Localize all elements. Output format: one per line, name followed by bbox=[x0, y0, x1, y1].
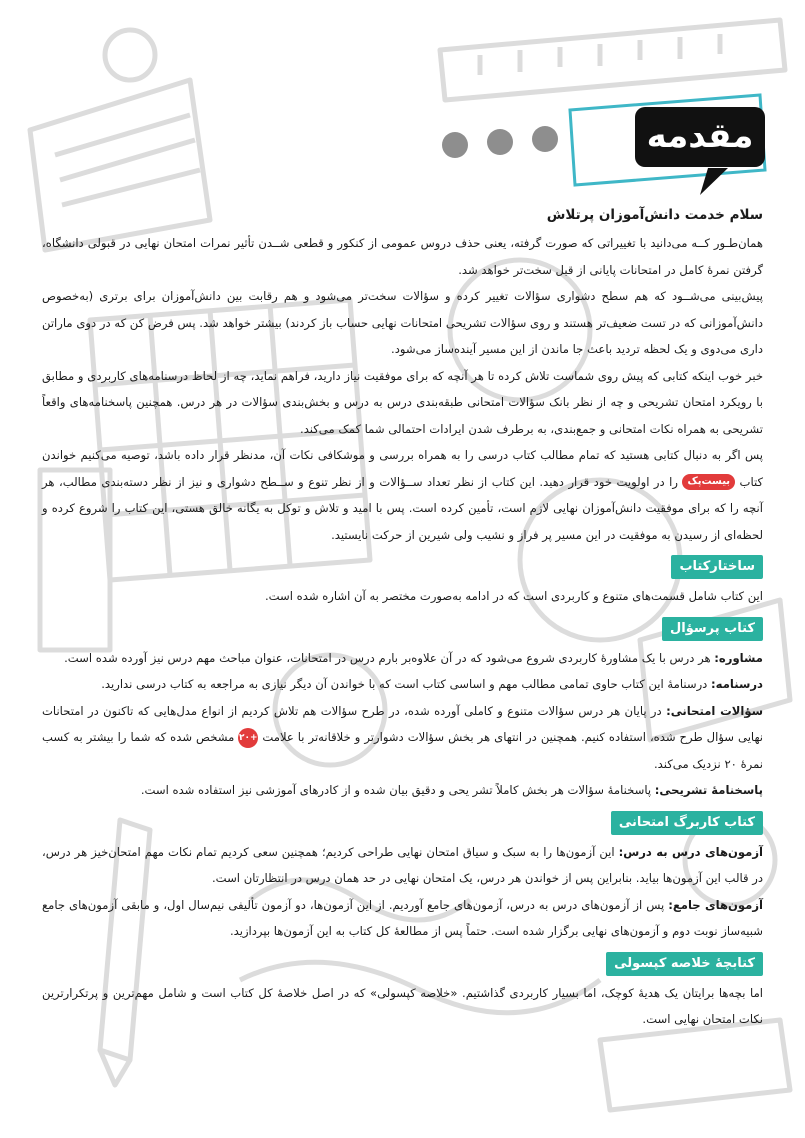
section-title-workbook: کتاب کاربرگ امتحانی bbox=[611, 811, 763, 835]
book-item-exam-questions bbox=[42, 698, 763, 778]
capsule-text: اما بچه‌ها برایتان یک هدیۀ کوچک، اما بسیار کاربردی گذاشتیم. «خلاصه کپسولی» که در اصل خلاصۀ کل کتاب است و شامل مهم‌ترین و پرتکرارترین نکات امتحان نهایی است. bbox=[42, 985, 763, 1026]
term-text: هر درس با یک مشاورۀ کاربردی شروع می‌شود که در آن علاوه‌بر بارم درس در امتحانات، عنوان مباحث مهم درس نیز آورده شده است. bbox=[64, 650, 711, 665]
intro-4-part-2: را در اولویت خود قرار دهید. این کتاب از نظر تعداد ســؤالات و از نظر تنوع و ســطح دشواری و نیز از نظر دسته‌بندی مطالب، هر آنچه را که برای موفقیت دانش‌آموزان نهایی لازم است، تأمین کرده است. پس با امید و تلاش و توکل به یگانه خالق هستی، این کتاب را شروع کرده و لحظه‌ای از رسیدن به موفقیت در این مسیر پر فراز و نشیب ولی شیرین از حرکت نایستید. bbox=[42, 474, 763, 542]
term-text: درسنامۀ این کتاب حاوی تمامی مطالب مهم و اساسی کتاب است که با خواندن آن دیگر نیازی به مراجعه به کتاب درسی ندارید. bbox=[101, 677, 708, 691]
term-text: این آزمون‌ها را به سبک و سیاق امتحان نهایی طراحی کردیم؛ همچنین سعی کردیم تمام نکات مهم امتحان‌خیز هر درس، در قالب این آزمون‌ها بیاید. بنابراین پس از خواندن هر درس، یک امتحان نهایی در حد همان درس در انتظارتان است. bbox=[42, 844, 763, 885]
intro-4-part-1: پس اگر به دنبال کتابی هستید که تمام مطالب کتاب درسی را به همراه بررسی و موشکافی نکات آن، مدنظر قرار داده باشد، توصیه می‌کنیم خواندن کتاب bbox=[42, 448, 764, 489]
page-title: مقدمه bbox=[635, 107, 765, 167]
book-item-lesson bbox=[42, 671, 763, 698]
term-label: آزمون‌های درس به درس: bbox=[618, 844, 764, 859]
book-item-answers bbox=[42, 777, 763, 804]
term-text: پاسخنامۀ سؤالات هر بخش کاملاً تشر یحی و دقیق بیان شده و از کادرهای آموزشی نیز استفاده شده است. bbox=[140, 783, 652, 797]
section-title-structure: ساختارکتاب bbox=[671, 555, 763, 579]
intro-paragraph-3: خبر خوب اینکه کتابی که پیش روی شماست تلاش کرده تا هر آنچه که برای موفقیت نیاز دارید، فراهم نماید، چه از لحاظ درسنامه‌های کاربردی و مطابق با رویکرد امتحان تشریحی و چه از نظر بانک سؤالات امتحانی طبقه‌بندی درس به درس و بخش‌بندی سؤالات در هر درس. همچنین پاسخنامه‌های واقعاً تشریحی به همراه نکات امتحانی و جمع‌بندی، به برطرف شدن ایرادات احتمالی شما کمک می‌کند. bbox=[42, 368, 763, 436]
intro-paragraph-1: همان‌طـور کــه می‌دانید با تغییراتی که صورت گرفته، یعنی حذف دروس عمومی از کنکور و قطعی شــدن تأثیر نمرات امتحان نهایی در قبولی دانشگاه، گرفتن نمرۀ کامل در امتحانات پایانی از قبل سخت‌تر خواهد شد. bbox=[42, 236, 763, 277]
intro-paragraph-4 bbox=[42, 442, 763, 548]
main-content bbox=[42, 200, 763, 1033]
term-label: سؤالات امتحانی: bbox=[666, 703, 764, 718]
structure-text: این کتاب شامل قسمت‌های متنوع و کاربردی است که در ادامه به‌صورت مختصر به آن اشاره شده است. bbox=[264, 589, 763, 603]
section-title-capsule: کتابچۀ خلاصه کپسولی bbox=[606, 952, 763, 976]
workbook-item-comprehensive-tests bbox=[42, 892, 763, 945]
term-label: مشاوره: bbox=[714, 650, 763, 665]
book-logo: بیست‌پک bbox=[682, 474, 735, 490]
section-title-book: کتاب پرسؤال bbox=[662, 617, 763, 641]
term-label: درسنامه: bbox=[711, 677, 763, 691]
term-label: پاسخنامۀ تشریحی: bbox=[654, 783, 763, 797]
term-label: آزمون‌های جامع: bbox=[668, 897, 763, 912]
workbook-item-lesson-tests bbox=[42, 839, 763, 892]
greeting-heading: سلام خدمت دانش‌آموزان پرتلاش bbox=[546, 207, 763, 223]
book-item-advice bbox=[42, 645, 763, 672]
term-text: در پایان هر درس سؤالات متنوع و کاملی آورده شده، در طرح سؤالات هم تلاش کردیم از انواع مدل‌هایی که تاکنون در امتحانات نهایی سؤال طرح شده، استفاده کنیم. همچنین در انتهای هر بخش سؤالات دشوارتر و خلاقانه‌تر با علامت bbox=[42, 703, 764, 744]
intro-paragraph-2: پیش‌بینی می‌شــود که هم سطح دشواری سؤالات تغییر کرده و سؤالات سخت‌تر می‌شود و هم رقابت بین دانش‌آموزان برای برتری (به‌خصوص دانش‌آموزانی که در تست ضعیف‌تر هستند و روی سؤالات تشریحی امتحانات نهایی حساب باز کردند) بیشتر خواهد شد. پس فرض کن که در دوی ماراتن داری می‌دوی و یک لحظه تردید باعث جا ماندن از این مسیر آینده‌ساز می‌شود. bbox=[42, 289, 763, 356]
term-text: پس از آزمون‌های درس به درس، آزمون‌های جامع آوردیم. از این آزمون‌ها، دو آزمون تألیفی نیم‌سال اول، و مابقی آزمون‌های جامع شبیه‌ساز نوبت دوم و آزمون‌های نهایی برگزار شده است. حتماً پس از مطالعۀ کل کتاب به این آزمون‌ها بپردازید. bbox=[42, 897, 763, 938]
plus-20-badge: +۲۰ bbox=[238, 728, 258, 748]
term-text: مشخص شده که شما را بیشتر به کسب نمرۀ ۲۰ نزدیک می‌کند. bbox=[42, 730, 763, 771]
